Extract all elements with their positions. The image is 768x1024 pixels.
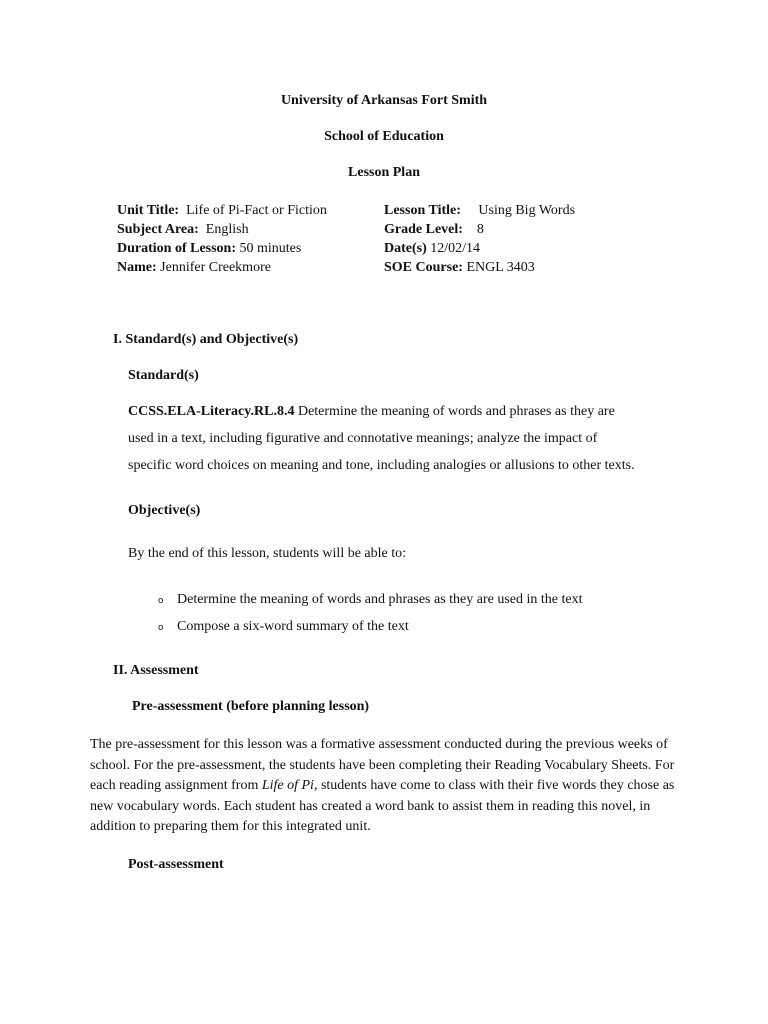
grade-level-label: Grade Level: xyxy=(384,222,463,237)
standard-code: CCSS.ELA-Literacy.RL.8.4 xyxy=(128,404,295,419)
unit-title-label: Unit Title: xyxy=(117,203,180,218)
standard-line-1 xyxy=(128,398,635,425)
standard-line-1-text: Determine the meaning of words and phrases as they are xyxy=(297,404,615,419)
name-value: Jennifer Creekmore xyxy=(160,260,271,275)
grade-level-value: 8 xyxy=(476,222,484,237)
meta-left xyxy=(117,201,327,277)
pre-assessment-text-a: The pre-assessment for this lesson was a formative assessment conducted during the previous weeks of school. For the pre-assessment, the students have been completing their Reading Vocabulary Sheets. For each reading assignment from xyxy=(90,737,675,793)
standard-line-3: specific word choices on meaning and tone, including analogies or allusions to other texts. xyxy=(128,458,635,473)
section-2-heading: II. Assessment xyxy=(113,663,199,678)
section-1-heading: I. Standard(s) and Objective(s) xyxy=(113,332,299,347)
institution-title: University of Arkansas Fort Smith xyxy=(280,93,488,108)
date-value: 12/02/14 xyxy=(430,241,481,256)
duration-row xyxy=(117,239,327,258)
soe-course-row xyxy=(384,258,575,277)
soe-course-label: SOE Course: xyxy=(384,260,463,275)
meta-right xyxy=(384,201,575,277)
lesson-title-value: Using Big Words xyxy=(478,203,576,218)
standard-text xyxy=(128,398,635,479)
duration-label: Duration of Lesson: xyxy=(117,241,237,256)
grade-level-row xyxy=(384,220,575,239)
bullet-icon: o xyxy=(158,623,164,633)
date-row xyxy=(384,239,575,258)
duration-value: 50 minutes xyxy=(239,241,302,256)
objective-text: Determine the meaning of words and phrases as they are used in the text xyxy=(177,592,583,607)
unit-title-value: Life of Pi-Fact or Fiction xyxy=(186,203,327,218)
school-title: School of Education xyxy=(324,129,444,144)
bullet-icon: o xyxy=(158,596,164,606)
book-title: Life of Pi xyxy=(261,778,314,793)
objectives-intro: By the end of this lesson, students will be able to: xyxy=(128,546,407,561)
date-label: Date(s) xyxy=(384,241,427,256)
pre-assessment-text xyxy=(90,735,690,838)
pre-assessment-text-b: , students have come to class with their five words they chose as new vocabulary words. Each student has created a word bank to assist them in reading this novel, in addition to preparing them for this integrated unit. xyxy=(90,778,675,834)
lesson-title-label: Lesson Title: xyxy=(384,203,461,218)
name-label: Name: xyxy=(117,260,157,275)
pre-assessment-heading: Pre-assessment (before planning lesson) xyxy=(132,699,370,714)
name-row xyxy=(117,258,327,277)
objective-text: Compose a six-word summary of the text xyxy=(177,619,409,634)
standard-line-2: used in a text, including figurative and connotative meanings; analyze the impact of xyxy=(128,431,598,446)
standards-heading: Standard(s) xyxy=(128,368,199,383)
subject-area-label: Subject Area: xyxy=(117,222,199,237)
subject-area-row xyxy=(117,220,327,239)
document-title: Lesson Plan xyxy=(348,165,420,180)
subject-area-value: English xyxy=(205,222,249,237)
objectives-heading: Objective(s) xyxy=(128,503,201,518)
soe-course-value: ENGL 3403 xyxy=(466,260,535,275)
unit-title-row xyxy=(117,201,327,220)
post-assessment-heading: Post-assessment xyxy=(128,857,224,872)
lesson-title-row xyxy=(384,201,575,220)
